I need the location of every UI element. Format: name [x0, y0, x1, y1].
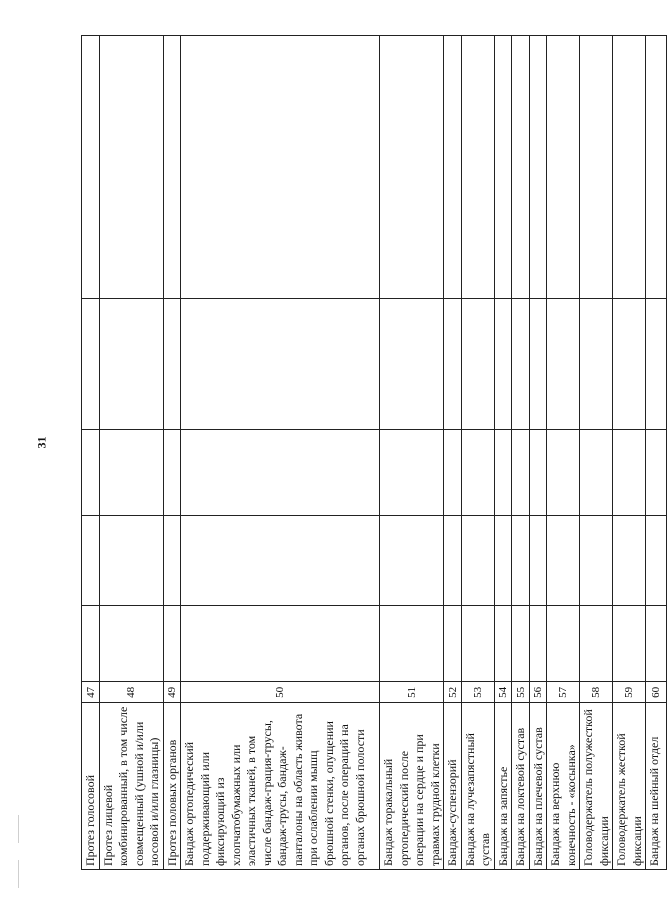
row-number: 49: [166, 686, 178, 698]
empty-cell: [613, 606, 646, 682]
empty-cell: [380, 298, 444, 429]
row-number: 56: [532, 686, 544, 698]
empty-cell: [529, 606, 547, 682]
empty-cell: [163, 606, 181, 682]
empty-cell: [512, 298, 530, 429]
empty-cell: [380, 429, 444, 515]
table-row: [494, 36, 512, 870]
row-number: 47: [84, 686, 97, 698]
empty-cell: [99, 515, 163, 606]
row-number: 52: [446, 686, 459, 698]
table-row: [82, 36, 100, 870]
row-number-cell: [512, 682, 530, 703]
empty-cell: [163, 298, 181, 429]
row-number-cell: [99, 682, 163, 703]
empty-cell: [461, 606, 494, 682]
device-name-cell: Бандаж на локтевой сустав: [512, 703, 530, 870]
empty-cell: [529, 429, 547, 515]
device-name-cell: Протез голосовой: [82, 703, 100, 870]
device-name-cell: Бандаж на шейный отдел: [646, 703, 667, 870]
row-number-cell: [163, 682, 181, 703]
empty-cell: [512, 515, 530, 606]
empty-cell: [613, 515, 646, 606]
device-name-cell: Бандаж торакальный ортопедический после операции на сердце и при травмах грудной клетки: [380, 703, 444, 870]
empty-cell: [444, 298, 462, 429]
empty-cell: [512, 429, 530, 515]
rotated-table-container: [81, 35, 663, 870]
device-table: [81, 35, 667, 870]
empty-cell: [444, 515, 462, 606]
empty-cell: [646, 606, 667, 682]
empty-cell: [512, 606, 530, 682]
device-name-cell: Протез лицевой комбинированный, в том числе совмещенный (ушной и/или носовой и/или глазницы): [99, 703, 163, 870]
empty-cell: [444, 36, 462, 299]
empty-cell: [547, 429, 580, 515]
empty-cell: [99, 429, 163, 515]
empty-cell: [461, 36, 494, 299]
table-row: [99, 36, 163, 870]
table-row: [646, 36, 667, 870]
empty-cell: [82, 36, 100, 299]
empty-cell: [494, 606, 512, 682]
empty-cell: [82, 429, 100, 515]
table-row: [380, 36, 444, 870]
empty-cell: [547, 606, 580, 682]
row-number: 55: [514, 686, 527, 698]
row-number-cell: [380, 682, 444, 703]
row-number: 50: [274, 686, 287, 698]
empty-cell: [380, 515, 444, 606]
table-row: [512, 36, 530, 870]
row-number: 51: [405, 686, 418, 698]
table-row: [547, 36, 580, 870]
table-row: [163, 36, 181, 870]
empty-cell: [380, 606, 444, 682]
empty-cell: [646, 429, 667, 515]
empty-cell: [494, 36, 512, 299]
empty-cell: [613, 36, 646, 299]
empty-cell: [529, 515, 547, 606]
row-number-cell: [444, 682, 462, 703]
empty-cell: [547, 36, 580, 299]
empty-cell: [163, 36, 181, 299]
row-number-cell: [82, 682, 100, 703]
empty-cell: [181, 298, 380, 429]
empty-cell: [547, 515, 580, 606]
row-number: 58: [590, 686, 603, 698]
row-number-cell: [181, 682, 380, 703]
scan-edge-mark-top: [18, 815, 19, 843]
empty-cell: [646, 36, 667, 299]
table-row: [181, 36, 380, 870]
empty-cell: [461, 515, 494, 606]
empty-cell: [82, 606, 100, 682]
table-row: [461, 36, 494, 870]
empty-cell: [181, 36, 380, 299]
page-number: 31: [34, 436, 49, 449]
empty-cell: [82, 298, 100, 429]
row-number-cell: [494, 682, 512, 703]
row-number: 59: [623, 686, 636, 698]
empty-cell: [529, 36, 547, 299]
device-name-cell: Бандаж на верхнюю конечность - «косынка»: [547, 703, 580, 870]
device-name-cell: Протез половых органов: [163, 703, 181, 870]
empty-cell: [380, 36, 444, 299]
table-row: [444, 36, 462, 870]
empty-cell: [613, 429, 646, 515]
row-number: 53: [471, 686, 484, 698]
table-body: [82, 36, 667, 870]
empty-cell: [580, 606, 613, 682]
row-number: 48: [125, 686, 138, 698]
empty-cell: [613, 298, 646, 429]
row-number-cell: [580, 682, 613, 703]
empty-cell: [99, 36, 163, 299]
row-number: 57: [557, 686, 570, 698]
empty-cell: [580, 36, 613, 299]
empty-cell: [494, 429, 512, 515]
row-number-cell: [547, 682, 580, 703]
empty-cell: [99, 298, 163, 429]
empty-cell: [547, 298, 580, 429]
row-number-cell: [529, 682, 547, 703]
empty-cell: [580, 298, 613, 429]
empty-cell: [163, 515, 181, 606]
device-name-cell: Бандаж-суспензорий: [444, 703, 462, 870]
empty-cell: [444, 429, 462, 515]
row-number: 54: [497, 686, 509, 698]
empty-cell: [494, 298, 512, 429]
device-name-cell: Бандаж на запястье: [494, 703, 512, 870]
empty-cell: [580, 429, 613, 515]
empty-cell: [82, 515, 100, 606]
empty-cell: [529, 298, 547, 429]
empty-cell: [646, 515, 667, 606]
empty-cell: [99, 606, 163, 682]
empty-cell: [461, 298, 494, 429]
row-number-cell: [461, 682, 494, 703]
table-row: [529, 36, 547, 870]
device-name-cell: Головодержатель жесткой фиксации: [613, 703, 646, 870]
empty-cell: [646, 298, 667, 429]
row-number-cell: [613, 682, 646, 703]
device-name-cell: Бандаж на плечевой сустав: [529, 703, 547, 870]
empty-cell: [444, 606, 462, 682]
scan-edge-mark-bottom: [18, 860, 19, 888]
row-number-cell: [646, 682, 667, 703]
empty-cell: [181, 429, 380, 515]
empty-cell: [181, 515, 380, 606]
table-row: [613, 36, 646, 870]
table-row: [580, 36, 613, 870]
device-name-cell: Бандаж ортопедический поддерживающий или фиксирующий из хлопчатобумажных или эластичных тканей, в том числе бандаж-грация-трусы, бандаж-трусы, бандаж-панталоны на область живота при ослаблении мышц брюшной стенки, опущении органов, после операций на органах брюшной полости: [181, 703, 380, 870]
empty-cell: [461, 429, 494, 515]
empty-cell: [163, 429, 181, 515]
row-number: 60: [650, 686, 663, 698]
empty-cell: [494, 515, 512, 606]
device-name-cell: Бандаж на лучезапястный сустав: [461, 703, 494, 870]
empty-cell: [512, 36, 530, 299]
empty-cell: [580, 515, 613, 606]
empty-cell: [181, 606, 380, 682]
device-name-cell: Головодержатель полужесткой фиксации: [580, 703, 613, 870]
